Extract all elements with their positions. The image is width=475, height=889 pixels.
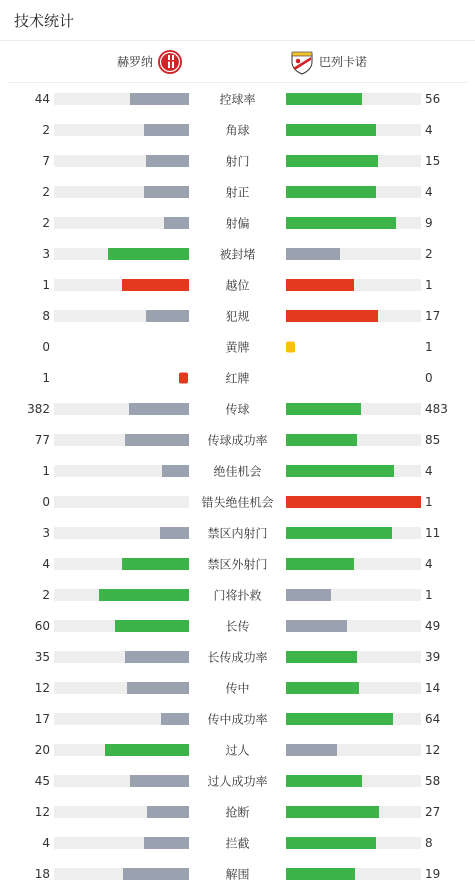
away-bar-track [286,186,421,198]
stat-row [0,734,475,765]
stat-row [0,300,475,331]
home-bar-fill [144,186,189,198]
red-card-icon [179,372,188,383]
away-value: 483 [425,401,448,416]
section-title: 技术统计 [14,11,75,30]
home-bar-track [54,589,189,601]
home-bar-track [54,744,189,756]
away-bar-fill [286,527,392,539]
away-value: 9 [425,215,433,230]
home-value: 45 [34,773,50,788]
home-value: 17 [34,711,50,726]
stat-label: 解围 [225,867,250,881]
away-bar-fill [286,93,362,105]
home-value: 18 [34,866,50,881]
stat-label: 被封堵 [219,247,256,261]
away-value: 85 [425,432,441,447]
home-bar-fill [123,868,189,880]
stat-row [0,176,475,207]
away-bar-fill [286,558,354,570]
away-bar-track [286,558,421,570]
stat-label: 射偏 [225,216,250,230]
home-bar-track [54,186,189,198]
section-header [0,0,475,41]
home-value: 1 [42,463,50,478]
home-bar-fill [161,713,189,725]
stat-label: 绝佳机会 [213,464,262,478]
yellow-card-icon [286,341,295,352]
away-value: 0 [425,370,433,385]
stat-label: 犯规 [225,309,250,323]
home-value: 1 [42,277,50,292]
away-value: 39 [425,649,441,664]
away-bar-fill [286,310,378,322]
home-value: 3 [42,246,50,261]
away-value: 8 [425,835,433,850]
away-bar-track [286,465,421,477]
stat-label: 射门 [225,154,250,168]
away-value: 1 [425,277,433,292]
away-value: 17 [425,308,441,323]
stat-row [0,83,475,114]
stat-row [0,455,475,486]
away-bar-fill [286,620,347,632]
home-bar-fill [130,775,189,787]
away-value: 4 [425,556,433,571]
home-bar-track [54,434,189,446]
stat-label: 过人成功率 [207,774,268,788]
home-value: 4 [42,556,50,571]
home-value: 4 [42,835,50,850]
home-value: 12 [34,804,50,819]
stat-row [0,269,475,300]
home-team[interactable] [117,41,183,82]
home-bar-fill [122,279,190,291]
home-value: 7 [42,153,50,168]
home-value: 0 [42,339,50,354]
home-value: 12 [34,680,50,695]
away-bar-fill [286,279,354,291]
stat-label: 禁区内射门 [207,526,268,540]
home-bar-fill [164,217,189,229]
away-bar-track [286,93,421,105]
away-bar-track [286,868,421,880]
away-value: 11 [425,525,441,540]
away-value: 4 [425,122,433,137]
home-value: 3 [42,525,50,540]
stat-row [0,858,475,889]
stat-row [0,672,475,703]
away-value: 56 [425,91,441,106]
away-bar-track [286,527,421,539]
home-bar-fill [144,837,189,849]
home-bar-fill [147,806,189,818]
away-value: 19 [425,866,441,881]
home-bar-fill [122,558,190,570]
away-bar-track [286,620,421,632]
stat-row [0,610,475,641]
away-value: 1 [425,494,433,509]
away-value: 4 [425,463,433,478]
away-value: 49 [425,618,441,633]
home-bar-fill [144,124,189,136]
away-bar-track [286,682,421,694]
stat-label: 射正 [225,185,250,199]
away-bar-fill [286,713,393,725]
away-bar-fill [286,186,376,198]
stat-label: 红牌 [225,371,250,385]
away-bar-fill [286,124,376,136]
home-bar-track [54,496,189,508]
stat-row [0,362,475,393]
away-bar-fill [286,775,362,787]
away-bar-track [286,124,421,136]
stat-label: 控球率 [219,92,256,106]
stat-label: 传球 [225,402,250,416]
away-value: 2 [425,246,433,261]
away-bar-fill [286,868,355,880]
stat-row [0,486,475,517]
stat-row [0,796,475,827]
away-bar-track [286,248,421,260]
home-bar-track [54,775,189,787]
stat-row [0,114,475,145]
away-bar-track [286,155,421,167]
stat-row [0,579,475,610]
stat-row [0,331,475,362]
stats-list [0,83,475,889]
stat-label: 拦截 [225,836,250,850]
home-bar-fill [146,310,189,322]
stat-label: 禁区外射门 [207,557,268,571]
stat-label: 传球成功率 [207,433,268,447]
stat-label: 门将扑救 [213,588,262,602]
home-bar-track [54,93,189,105]
home-bar-track [54,620,189,632]
away-value: 64 [425,711,441,726]
stat-row [0,703,475,734]
away-bar-track [286,713,421,725]
home-bar-track [54,403,189,415]
away-bar-fill [286,589,331,601]
home-value: 382 [27,401,50,416]
home-bar-fill [162,465,189,477]
stat-row [0,393,475,424]
stat-row [0,548,475,579]
home-bar-track [54,651,189,663]
stat-label: 黄牌 [225,340,250,354]
home-bar-fill [146,155,189,167]
rayo-vallecano-crest-icon [289,49,315,75]
away-bar-track [286,744,421,756]
home-bar-track [54,217,189,229]
home-bar-fill [130,93,189,105]
home-value: 2 [42,587,50,602]
home-value: 1 [42,370,50,385]
home-bar-fill [108,248,189,260]
home-value: 8 [42,308,50,323]
home-bar-track [54,279,189,291]
away-bar-fill [286,155,378,167]
away-bar-fill [286,403,361,415]
stat-label: 传中成功率 [207,712,268,726]
stat-row [0,145,475,176]
away-bar-fill [286,806,379,818]
away-bar-fill [286,837,376,849]
away-value: 58 [425,773,441,788]
home-bar-fill [105,744,189,756]
away-value: 1 [425,339,433,354]
stat-row [0,517,475,548]
away-bar-track [286,651,421,663]
away-bar-fill [286,248,340,260]
stat-row [0,765,475,796]
away-value: 14 [425,680,441,695]
away-bar-fill [286,434,357,446]
home-bar-track [54,124,189,136]
home-bar-fill [99,589,189,601]
away-value: 12 [425,742,441,757]
home-bar-track [54,868,189,880]
home-bar-fill [125,651,189,663]
away-bar-track [286,279,421,291]
stat-row [0,641,475,672]
home-value: 44 [34,91,50,106]
away-bar-track [286,589,421,601]
home-value: 0 [42,494,50,509]
stat-label: 长传成功率 [207,650,268,664]
home-bar-track [54,155,189,167]
stat-label: 角球 [225,123,250,137]
home-bar-fill [129,403,189,415]
home-bar-fill [125,434,189,446]
away-bar-fill [286,217,396,229]
stat-label: 错失绝佳机会 [201,495,274,509]
stat-row [0,424,475,455]
home-bar-track [54,310,189,322]
home-value: 2 [42,122,50,137]
home-bar-fill [160,527,189,539]
away-bar-fill [286,496,421,508]
away-bar-track [286,434,421,446]
stat-label: 传中 [225,681,250,695]
home-bar-track [54,527,189,539]
girona-crest-icon [157,49,183,75]
home-bar-track [54,248,189,260]
away-bar-track [286,775,421,787]
home-bar-track [54,713,189,725]
home-value: 60 [34,618,50,633]
home-team-name: 赫罗纳 [116,55,153,69]
home-value: 20 [34,742,50,757]
home-value: 35 [34,649,50,664]
away-value: 15 [425,153,441,168]
away-bar-track [286,403,421,415]
home-value: 2 [42,215,50,230]
away-team-name: 巴列卡诺 [319,55,368,69]
away-bar-track [286,310,421,322]
home-bar-track [54,806,189,818]
home-bar-track [54,682,189,694]
away-bar-fill [286,651,357,663]
away-bar-fill [286,682,359,694]
teams-header [8,41,467,83]
home-bar-fill [127,682,189,694]
away-bar-track [286,217,421,229]
away-value: 4 [425,184,433,199]
home-bar-fill [115,620,189,632]
stat-label: 抢断 [225,805,250,819]
away-value: 27 [425,804,441,819]
away-bar-track [286,837,421,849]
away-value: 1 [425,587,433,602]
away-bar-track [286,806,421,818]
home-bar-track [54,558,189,570]
away-team[interactable] [289,41,367,82]
stat-label: 越位 [225,278,250,292]
stat-row [0,827,475,858]
home-bar-track [54,465,189,477]
away-bar-track [286,496,421,508]
stat-label: 过人 [225,743,250,757]
away-bar-fill [286,744,337,756]
home-value: 77 [34,432,50,447]
stat-row [0,207,475,238]
stat-row [0,238,475,269]
stat-label: 长传 [225,619,250,633]
away-bar-fill [286,465,394,477]
home-value: 2 [42,184,50,199]
home-bar-track [54,837,189,849]
